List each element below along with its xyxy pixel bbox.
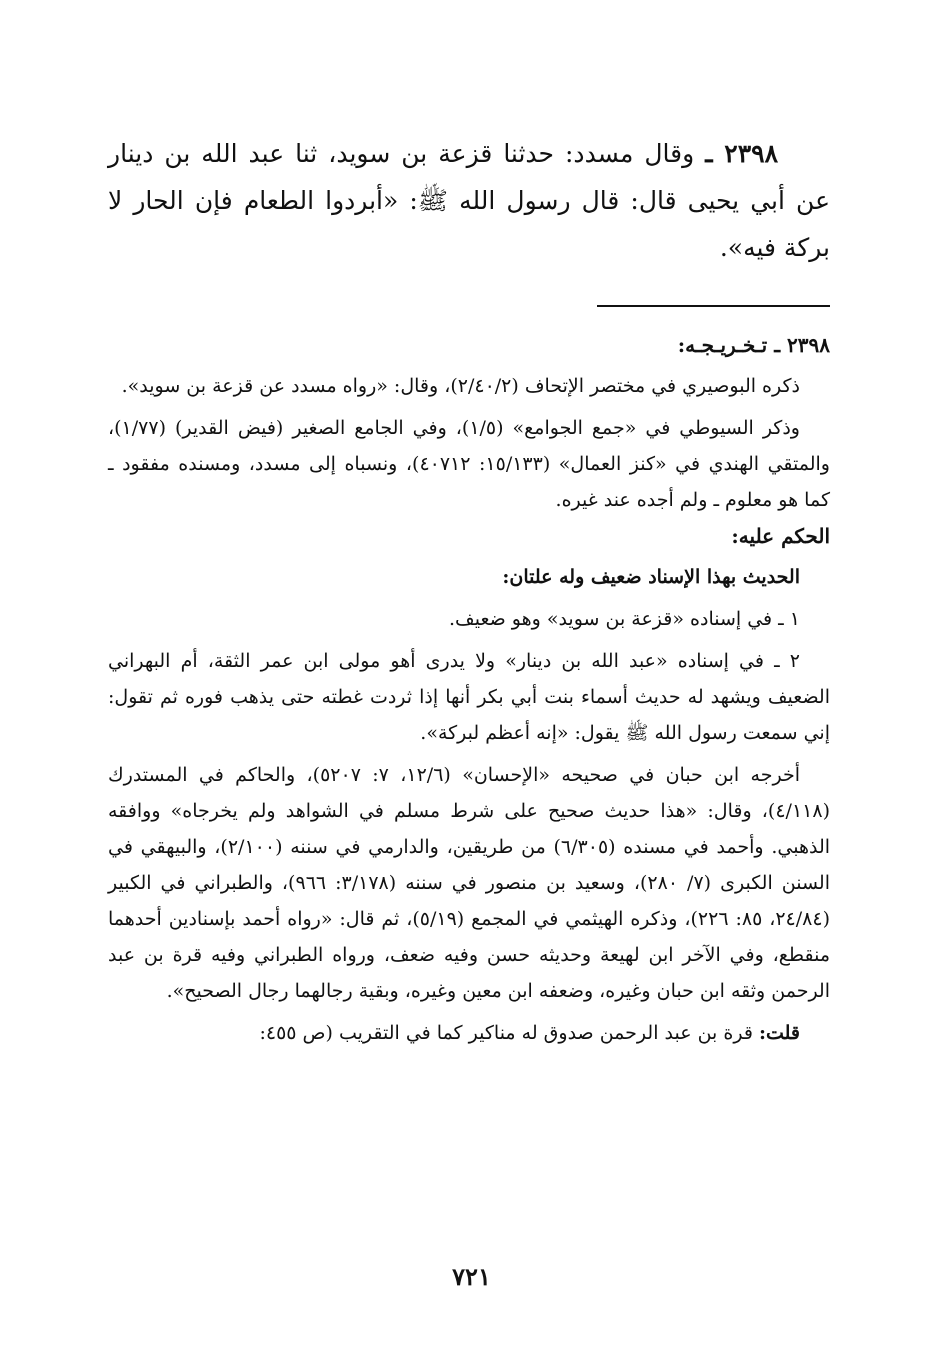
ruling-summary: الحديث بهذا الإسناد ضعيف وله علتان: <box>502 566 800 588</box>
ruling-qultu <box>108 1015 830 1051</box>
ruling-witness: أخرجه ابن حبان في صحيحه «الإحسان» (١٢/٦، ٧: ٥٢٠٧)، والحاكم في المستدرك (٤/١١٨)، وقال: «هذا حديث صحيح على شرط مسلم في الشواهد ولم يخرجاه» ووافقه الذهبي. وأحمد في مسنده (٦/٣٠٥) من طريقين، والدارمي في سننه (٢/١٠٠)، والبيهقي في السنن الكبرى (٧/ ٢٨٠)، وسعيد بن منصور في سننه (٣/١٧٨: ٩٦٦)، والطبراني في الكبير (٢٤/٨٤، ٨٥: ٢٢٦)، وذكره الهيثمي في المجمع (٥/١٩)، ثم قال: «رواه أحمد بإسنادين أحدهما منقطع، وفي الآخر ابن لهيعة وحديثه حسن وفيه ضعف، ورواه الطبراني وفيه قرة بن عبد الرحمن وثقه ابن حبان وغيره، وضعفه ابن معين وغيره، وبقية رجالهما رجال الصحيح». <box>108 764 831 1002</box>
ruling-reason-2: ٢ ـ في إسناده «عبد الله بن دينار» ولا يدرى أهو مولى ابن عمر الثقة، أم البهراني الضعيف ويشهد له حديث أسماء بنت أبي بكر أنها إذا ثردت غطته حتى يذهب فوره ثم تقول: إني سمعت رسول الله ﷺ يقول: «إنه أعظم لبركة». <box>108 650 830 744</box>
hadith-body: وقال مسدد: حدثنا قزعة بن سويد، ثنا عبد الله بن دينار عن أبي يحيى قال: قال رسول الله ﷺ: «أبردوا الطعام فإن الحار لا بركة فيه». <box>108 139 830 262</box>
ruling-reason-1: ١ ـ في إسناده «قزعة بن سويد» وهو ضعيف. <box>449 608 800 630</box>
hadith-number: ٢٣٩٨ ـ <box>705 139 778 168</box>
qultu-label: قلت: <box>758 1022 800 1044</box>
hadith-text <box>108 130 830 271</box>
qultu-text: قرة بن عبد الرحمن صدوق له مناكير كما في التقريب (ص ٤٥٥: <box>259 1022 753 1044</box>
page-number: ٧٢١ <box>452 1262 491 1291</box>
footnote-separator <box>597 305 830 307</box>
footnotes <box>108 327 830 1051</box>
ruling-heading: الحكم عليه: <box>731 524 830 548</box>
page-body <box>108 130 831 1044</box>
takhrij-heading: ٢٣٩٨ ـ تـخـريـجـه: <box>677 333 830 357</box>
takhrij-paragraph-2: وذكر السيوطي في «جمع الجوامع» (١/٥)، وفي الجامع الصغير (فيض القدير) (١/٧٧)، والمتقي الهندي في «كنز العمال» (١٥/١٣٣: ٤٠٧١٢)، ونسباه إلى مسدد، ومسنده مفقود ـ كما هو معلوم ـ ولم أجده عند غيره. <box>108 417 830 511</box>
takhrij-paragraph-1: ذكره البوصيري في مختصر الإتحاف (٢/٤٠/٢)، وقال: «رواه مسدد عن قزعة بن سويد». <box>121 375 800 397</box>
